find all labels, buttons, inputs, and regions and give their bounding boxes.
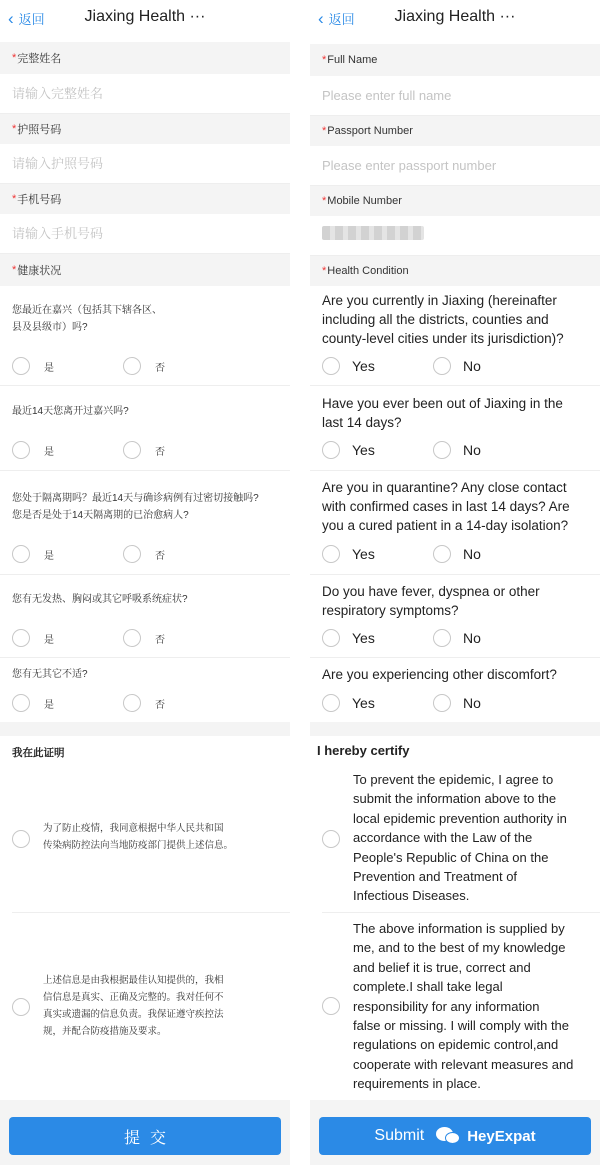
label-text: Health Condition <box>327 265 409 277</box>
question-line: with confirmed cases in last 14 days? Are <box>322 499 570 514</box>
certify-title: 我在此证明 <box>12 747 65 759</box>
question-line: 您处于隔离期吗？最近14天与确诊病例有过密切接触吗? <box>12 493 259 504</box>
radio-circle-icon <box>12 629 30 647</box>
health-question-5 <box>12 666 280 683</box>
q1-yes-radio[interactable] <box>322 357 375 375</box>
radio-circle-icon <box>123 629 141 647</box>
certify-line: local epidemic prevention authority in <box>353 810 567 826</box>
submit-button[interactable]: 提交 <box>9 1117 281 1155</box>
question-line: 您有无发热、胸闷或其它呼吸系统症状? <box>12 594 188 605</box>
field-label-mobile <box>0 184 290 214</box>
required-mark: * <box>322 195 327 207</box>
certify-line: 规，并配合防疫措施及要求。 <box>43 1026 167 1037</box>
label-text: 手机号码 <box>17 194 62 206</box>
certify-text <box>353 919 593 1094</box>
option-label: No <box>463 630 481 646</box>
certify-line: 信信息是真实、正确及完整的。我对任何不 <box>43 992 224 1003</box>
mobile-field-wrap <box>0 214 290 254</box>
certify-item-2[interactable] <box>0 913 290 1098</box>
health-question-1 <box>12 302 280 336</box>
divider <box>0 470 290 471</box>
divider <box>310 470 600 471</box>
radio-circle-icon <box>123 694 141 712</box>
radio-circle-icon <box>12 357 30 375</box>
full-name-input[interactable] <box>0 74 290 113</box>
radio-circle-icon <box>322 545 340 563</box>
q4-no-radio[interactable] <box>433 629 481 647</box>
question-line: 您是否是处于14天隔离期的已治愈病人? <box>12 510 189 521</box>
certify-line: submit the information above to the <box>353 791 557 807</box>
certify-line: responsibility for any information <box>353 998 540 1014</box>
required-mark: * <box>322 265 327 277</box>
watermark <box>436 1125 535 1147</box>
radio-circle-icon <box>322 629 340 647</box>
question-line: including all the districts, counties and <box>322 312 549 327</box>
passport-input[interactable] <box>310 146 600 185</box>
label-text: 护照号码 <box>17 124 62 136</box>
field-label-full-name <box>310 44 600 76</box>
divider <box>0 657 290 658</box>
certify-text <box>43 820 283 854</box>
divider <box>310 574 600 575</box>
radio-circle-icon <box>12 830 30 848</box>
divider <box>310 657 600 658</box>
health-question-2 <box>12 403 280 420</box>
divider <box>0 385 290 386</box>
option-label: Yes <box>352 630 375 646</box>
health-question-4 <box>322 582 590 620</box>
option-label: Yes <box>352 546 375 562</box>
question-line: Are you in quarantine? Any close contact <box>322 480 567 495</box>
passport-input[interactable] <box>0 144 290 183</box>
option-label: Yes <box>352 695 375 711</box>
option-label: Yes <box>352 442 375 458</box>
option-label: 否 <box>155 446 165 458</box>
option-label: No <box>463 442 481 458</box>
question-line: 县及县级市）吗? <box>12 322 88 333</box>
field-label-health <box>310 256 600 286</box>
label-text: 完整姓名 <box>17 53 62 65</box>
radio-circle-icon <box>322 694 340 712</box>
submit-button[interactable] <box>319 1117 591 1155</box>
certify-line: regulations on epidemic control,and <box>353 1037 559 1053</box>
q5-yes-radio[interactable] <box>322 694 375 712</box>
radio-circle-icon <box>322 997 340 1015</box>
option-label: 是 <box>44 446 54 458</box>
radio-circle-icon <box>322 830 340 848</box>
page-title: Jiaxing Health ··· <box>394 8 516 25</box>
passport-field-wrap <box>310 146 600 186</box>
page-title: Jiaxing Health ··· <box>84 8 206 25</box>
option-label: 否 <box>155 699 165 711</box>
nav-header <box>310 0 600 36</box>
divider <box>310 385 600 386</box>
health-question-1 <box>322 291 590 348</box>
certify-item-2[interactable] <box>310 913 600 1098</box>
option-label: No <box>463 695 481 711</box>
certify-line: accordance with the Law of the <box>353 830 533 846</box>
health-question-3 <box>322 478 590 535</box>
question-line: Are you currently in Jiaxing (hereinafter <box>322 293 557 308</box>
question-line: Do you have fever, dyspnea or other <box>322 584 540 599</box>
certify-line: cooperate with relevant measures and <box>353 1056 574 1072</box>
radio-circle-icon <box>12 545 30 563</box>
question-line: you a cured patient in a 14-day isolation? <box>322 518 569 533</box>
masked-phone-value <box>322 226 424 240</box>
mobile-field-wrap[interactable] <box>310 216 600 256</box>
back-label: 返回 <box>328 12 355 27</box>
field-label-full-name <box>0 42 290 74</box>
question-line: last 14 days? <box>322 415 402 430</box>
chevron-left-icon: ‹ <box>8 8 14 28</box>
q5-yes-radio[interactable] <box>12 694 54 712</box>
section-separator <box>0 722 290 736</box>
q2-no-radio[interactable] <box>433 441 481 459</box>
submit-label: Submit <box>374 1127 425 1144</box>
required-mark: * <box>322 54 327 66</box>
q5-no-radio[interactable] <box>433 694 481 712</box>
q2-no-radio[interactable] <box>123 441 165 459</box>
required-mark: * <box>322 125 327 137</box>
certify-title: I hereby certify <box>317 743 410 758</box>
option-label: Yes <box>352 358 375 374</box>
q2-yes-radio[interactable] <box>322 441 375 459</box>
certify-text <box>353 770 593 906</box>
option-label: 是 <box>44 699 54 711</box>
section-separator <box>310 722 600 736</box>
required-mark: * <box>12 264 17 276</box>
radio-circle-icon <box>123 545 141 563</box>
q1-no-radio[interactable] <box>433 357 481 375</box>
radio-circle-icon <box>123 357 141 375</box>
q3-yes-radio[interactable] <box>322 545 375 563</box>
certify-line: 真实或遗漏的信息负责。我保证遵守疾控法 <box>43 1009 224 1020</box>
q2-yes-radio[interactable] <box>12 441 54 459</box>
form-panel-english <box>310 0 600 1165</box>
q4-no-radio[interactable] <box>123 629 165 647</box>
wechat-icon <box>436 1125 462 1147</box>
certify-item-1[interactable] <box>310 762 600 912</box>
full-name-input[interactable] <box>310 76 600 115</box>
q4-yes-radio[interactable] <box>322 629 375 647</box>
form-panel-chinese <box>0 0 290 1165</box>
certify-line: 上述信息是由我根据最佳认知提供的，我相 <box>43 975 224 986</box>
q3-no-radio[interactable] <box>433 545 481 563</box>
radio-circle-icon <box>433 357 451 375</box>
health-question-5 <box>322 665 590 684</box>
radio-circle-icon <box>12 694 30 712</box>
radio-circle-icon <box>433 545 451 563</box>
option-label: 否 <box>155 362 165 374</box>
watermark-text: HeyExpat <box>467 1127 536 1145</box>
nav-header <box>0 0 290 36</box>
certify-line: Infectious Diseases. <box>353 888 470 904</box>
radio-circle-icon <box>123 441 141 459</box>
full-name-field-wrap <box>310 76 600 116</box>
certify-text <box>43 972 283 1040</box>
field-label-passport <box>0 114 290 144</box>
option-label: 否 <box>155 634 165 646</box>
chevron-left-icon: ‹ <box>318 8 324 28</box>
mobile-input[interactable] <box>0 214 290 253</box>
certify-line: To prevent the epidemic, I agree to <box>353 772 554 787</box>
certify-line: Prevention and Treatment of <box>353 869 518 885</box>
label-text: Passport Number <box>327 125 413 137</box>
health-question-4 <box>12 591 280 608</box>
certify-line: 传染病防控法向当地防疫部门提供上述信息。 <box>43 840 234 851</box>
full-name-field-wrap <box>0 74 290 114</box>
certify-line: 为了防止疫情，我同意根据中华人民共和国 <box>43 823 224 834</box>
question-line: Are you experiencing other discomfort? <box>322 667 557 682</box>
question-line: 最近14天您离开过嘉兴吗? <box>12 406 129 417</box>
label-text: Full Name <box>327 54 378 66</box>
required-mark: * <box>12 193 17 205</box>
field-label-passport <box>310 116 600 146</box>
required-mark: * <box>12 52 17 64</box>
question-line: Have you ever been out of Jiaxing in the <box>322 396 563 411</box>
certify-line: and belief it is true, correct and <box>353 959 531 975</box>
q4-yes-radio[interactable] <box>12 629 54 647</box>
option-label: 否 <box>155 550 165 562</box>
question-line: respiratory symptoms? <box>322 603 459 618</box>
option-label: 是 <box>44 634 54 646</box>
radio-circle-icon <box>433 694 451 712</box>
radio-circle-icon <box>433 629 451 647</box>
certify-line: requirements in place. <box>353 1076 481 1092</box>
option-label: No <box>463 358 481 374</box>
field-label-health <box>0 254 290 286</box>
passport-field-wrap <box>0 144 290 184</box>
certify-item-1[interactable] <box>0 760 290 912</box>
field-label-mobile <box>310 186 600 216</box>
health-question-3 <box>12 490 280 524</box>
label-text: Mobile Number <box>327 195 402 207</box>
q5-no-radio[interactable] <box>123 694 165 712</box>
question-line: 您最近在嘉兴（包括其下辖各区、 <box>12 305 162 316</box>
question-line: 您有无其它不适? <box>12 669 88 680</box>
q1-no-radio[interactable] <box>123 357 165 375</box>
radio-circle-icon <box>322 441 340 459</box>
certify-line: The above information is supplied by <box>353 921 565 936</box>
panel-gutter <box>290 0 310 1165</box>
option-label: No <box>463 546 481 562</box>
question-line: county-level cities under its jurisdiction)? <box>322 331 564 346</box>
divider <box>0 574 290 575</box>
certify-line: false or missing. I will comply with the <box>353 1018 570 1034</box>
q3-yes-radio[interactable] <box>12 545 54 563</box>
certify-line: complete.I shall take legal <box>353 979 503 995</box>
option-label: 是 <box>44 550 54 562</box>
radio-circle-icon <box>12 998 30 1016</box>
radio-circle-icon <box>433 441 451 459</box>
option-label: 是 <box>44 362 54 374</box>
label-text: 健康状况 <box>17 265 62 277</box>
q1-yes-radio[interactable] <box>12 357 54 375</box>
certify-line: People's Republic of China on the <box>353 849 549 865</box>
health-question-2 <box>322 394 590 432</box>
q3-no-radio[interactable] <box>123 545 165 563</box>
radio-circle-icon <box>12 441 30 459</box>
back-label: 返回 <box>18 12 45 27</box>
radio-circle-icon <box>322 357 340 375</box>
certify-line: me, and to the best of my knowledge <box>353 940 566 956</box>
required-mark: * <box>12 123 17 135</box>
